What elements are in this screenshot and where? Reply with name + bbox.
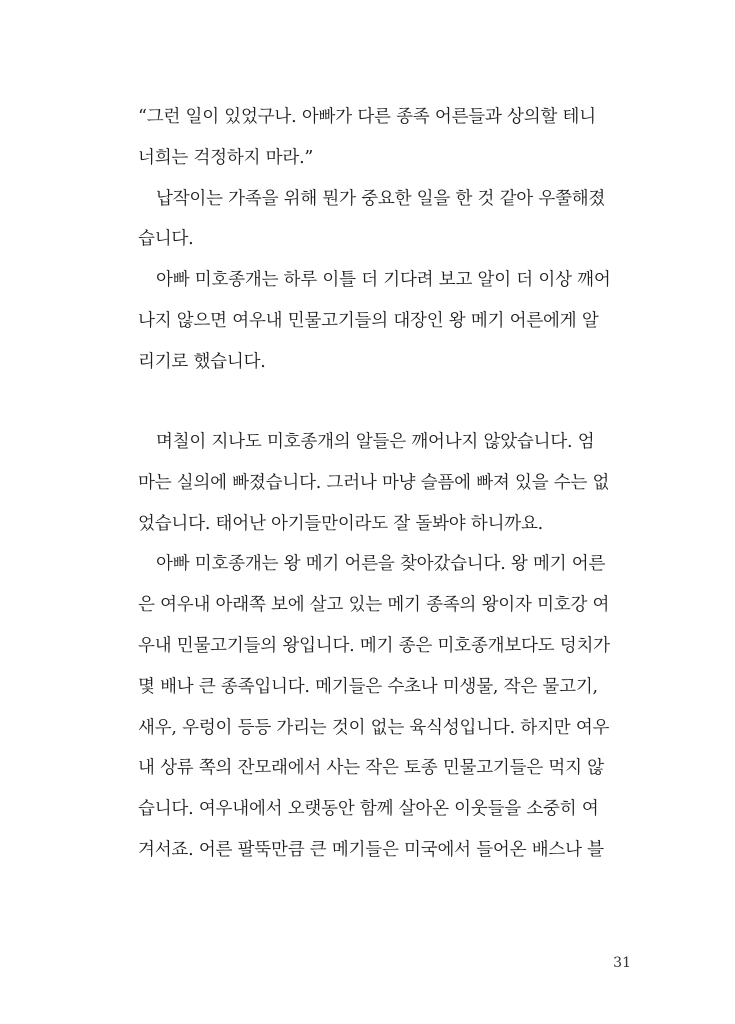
text-line: 몇 배나 큰 종족입니다. 메기들은 수초나 미생물, 작은 물고기, bbox=[138, 676, 598, 697]
text-line: 납작이는 가족을 위해 뭔가 중요한 일을 한 것 같아 우쭐해졌 bbox=[156, 188, 606, 209]
text-line: 너희는 걱정하지 마라.” bbox=[138, 147, 314, 168]
text-line: 리기로 했습니다. bbox=[138, 351, 266, 372]
text-line: 우내 민물고기들의 왕입니다. 메기 종은 미호종개보다도 덩치가 bbox=[138, 635, 610, 656]
text-line: 나지 않으면 여우내 민물고기들의 대장인 왕 메기 어른에게 알 bbox=[138, 310, 599, 331]
page-number: 31 bbox=[613, 955, 631, 971]
text-line: 아빠 미호종개는 하루 이틀 더 기다려 보고 알이 더 이상 깨어 bbox=[156, 270, 611, 291]
text-line: 은 여우내 아래쪽 보에 살고 있는 메기 종족의 왕이자 미호강 여 bbox=[138, 595, 610, 616]
paragraph-group-1 bbox=[138, 97, 636, 383]
text-line: 마는 실의에 빠졌습니다. 그러나 마냥 슬픔에 빠져 있을 수는 없 bbox=[138, 472, 610, 493]
paragraph-group-2 bbox=[138, 422, 636, 871]
text-line: 내 상류 쪽의 잔모래에서 사는 작은 토종 민물고기들은 먹지 않 bbox=[138, 758, 604, 779]
text-line: 새우, 우렁이 등등 가리는 것이 없는 육식성입니다. 하지만 여우 bbox=[138, 717, 610, 738]
text-line: 습니다. bbox=[138, 229, 194, 250]
text-line: 습니다. 여우내에서 오랫동안 함께 살아온 이웃들을 소중히 여 bbox=[138, 799, 599, 820]
text-line: 겨서죠. 어른 팔뚝만큼 큰 메기들은 미국에서 들어온 배스나 블 bbox=[138, 839, 604, 860]
text-line: 며칠이 지나도 미호종개의 알들은 깨어나지 않았습니다. 엄 bbox=[156, 432, 595, 452]
text-line: 었습니다. 태어난 아기들만이라도 잘 돌봐야 하니까요. bbox=[138, 513, 544, 534]
text-line: 아빠 미호종개는 왕 메기 어른을 찾아갔습니다. 왕 메기 어른 bbox=[156, 554, 606, 575]
text-line: “그런 일이 있었구나. 아빠가 다른 종족 어른들과 상의할 테니 bbox=[138, 107, 596, 127]
